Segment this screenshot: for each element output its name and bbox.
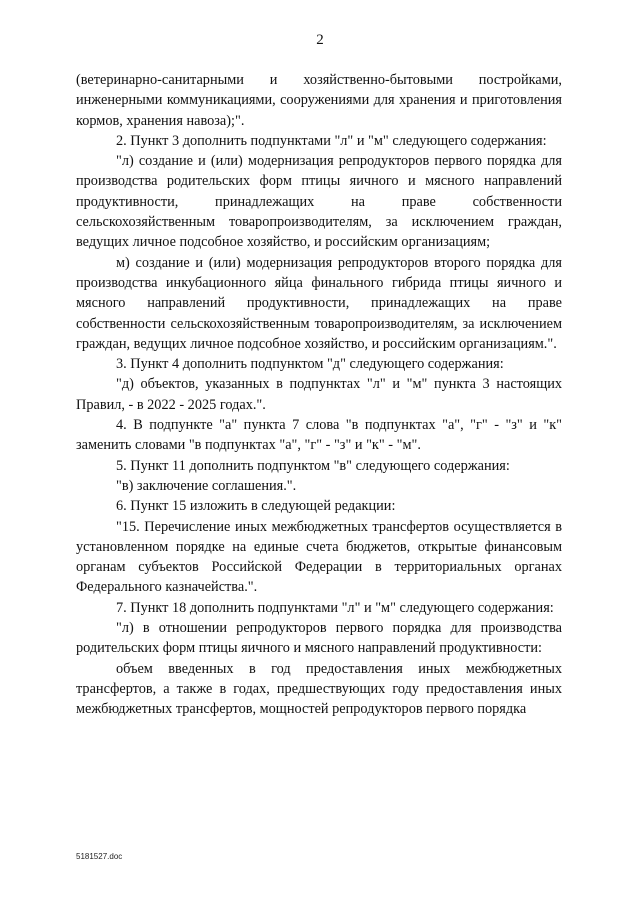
document-body — [76, 70, 562, 720]
paragraph-volume: объем введенных в год предоставления иных межбюджетных трансфертов, а также в годах, предшествующих году предоставления иных межбюджетных трансфертов, мощностей репродукторов первого порядка — [76, 660, 562, 718]
paragraph-subitem-l-2: "л) в отношении репродукторов первого порядка для производства родительских форм птицы яичного и мясного направлений продуктивности: — [76, 620, 562, 657]
paragraph-item-2: 2. Пункт 3 дополнить подпунктами "л" и "м" следующего содержания: — [116, 132, 547, 149]
paragraph-subitem-v: "в) заключение соглашения.". — [116, 477, 297, 494]
paragraph-subitem-d: "д) объектов, указанных в подпунктах "л" и "м" пункта 3 настоящих Правил, - в 2022 - 2025 годах.". — [76, 376, 562, 413]
paragraph-continuation: (ветеринарно-санитарными и хозяйственно-бытовыми постройками, инженерными коммуникациями, сооружениями для хранения и приготовления кормов, хранения навоза);". — [76, 72, 562, 129]
paragraph-subitem-m: м) создание и (или) модернизация репродукторов второго порядка для производства инкубационного яйца финального гибрида птицы яичного и мясного направлений продуктивности, принадлежащих на праве собственности сельскохозяйственным товаропроизводителям, за исключением граждан, ведущих личное подсобное хозяйство, и российским организациям.". — [76, 254, 562, 352]
paragraph-subitem-l: "л) создание и (или) модернизация репродукторов первого порядка для производства родительских форм птицы яичного и мясного направлений продуктивности, принадлежащих на праве собственности сельскохозяйственным товаропроизводителям, за исключением граждан, ведущих личное подсобное хозяйство, и российским организациям; — [76, 153, 562, 251]
paragraph-item-15-text: "15. Перечисление иных межбюджетных трансфертов осуществляется в установленном порядке на единые счета бюджетов, открытые финансовым органам субъектов Российской Федерации в территориальных органах Федерального казначейства.". — [76, 518, 562, 596]
paragraph-item-3: 3. Пункт 4 дополнить подпунктом "д" следующего содержания: — [116, 356, 504, 373]
page-number: 2 — [316, 32, 324, 48]
footer-file-name: 5181527.doc — [76, 852, 123, 861]
paragraph-item-5: 5. Пункт 11 дополнить подпунктом "в" следующего содержания: — [116, 457, 510, 474]
paragraph-item-7: 7. Пункт 18 дополнить подпунктами "л" и "м" следующего содержания: — [116, 599, 554, 616]
paragraph-item-4: 4. В подпункте "а" пункта 7 слова "в подпунктах "а", "г" - "з" и "к" заменить словами "в подпунктах "а", "г" - "з" и "к" - "м". — [76, 417, 562, 454]
paragraph-item-6: 6. Пункт 15 изложить в следующей редакции: — [116, 498, 396, 515]
